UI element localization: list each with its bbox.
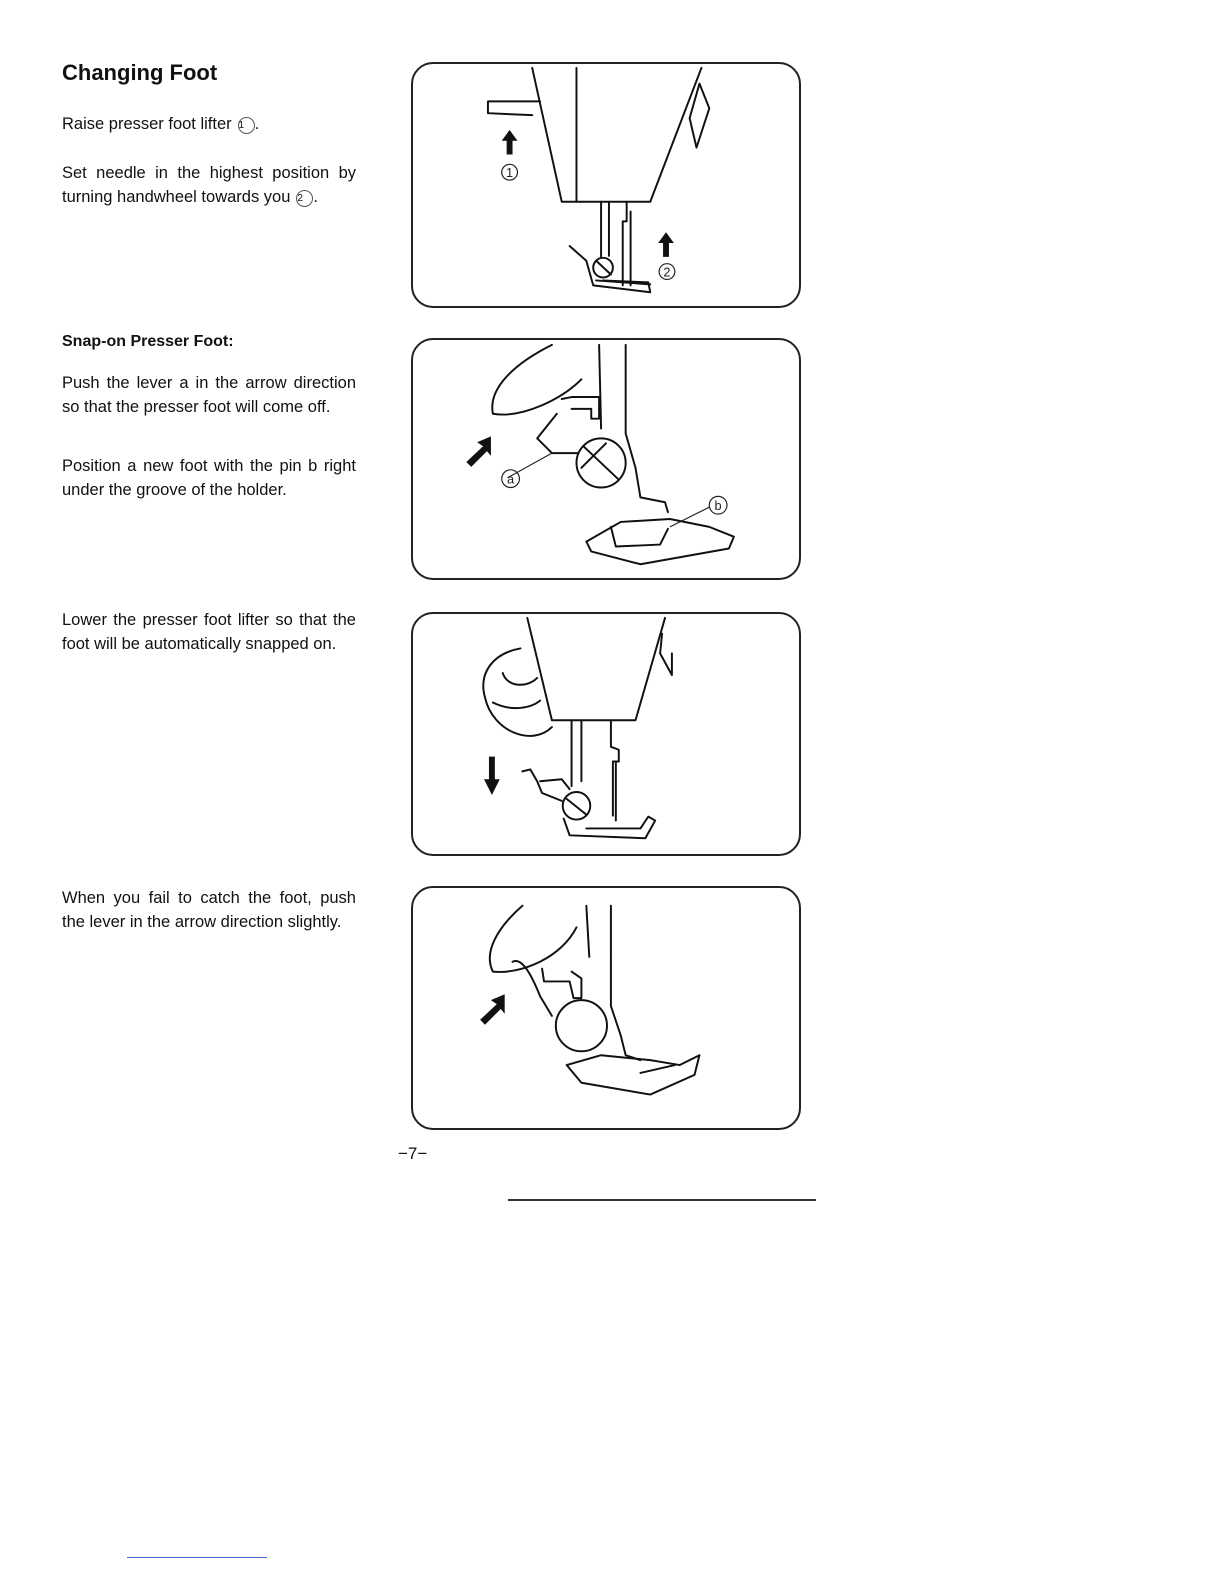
marker-1: 1 bbox=[238, 117, 255, 134]
svg-text:a: a bbox=[507, 471, 515, 487]
svg-text:2: 2 bbox=[663, 264, 671, 280]
figure-raise-lifter bbox=[411, 62, 801, 308]
marker-2: 2 bbox=[296, 190, 313, 207]
step-lower-lifter: Lower the presser foot lifter so that the foot will be automatically snapped on. bbox=[62, 611, 356, 653]
svg-text:b: b bbox=[714, 498, 722, 514]
figure-push-lever bbox=[411, 886, 801, 1130]
page-number: −7− bbox=[398, 1144, 428, 1163]
figure1-marker-2 bbox=[413, 64, 799, 306]
svg-text:1: 1 bbox=[506, 165, 514, 181]
step-position-foot: Position a new foot with the pin b right under the groove of the holder. bbox=[62, 457, 356, 499]
down-arrow-icon bbox=[413, 614, 799, 854]
figure-lower-lifter bbox=[411, 612, 801, 856]
step-push-lever: Push the lever a in the arrow direction so that the presser foot will come off. bbox=[62, 374, 356, 416]
section-heading-snap-on: Snap-on Presser Foot: bbox=[62, 333, 234, 350]
step-fail-catch: When you fail to catch the foot, push the lever in the arrow direction slightly. bbox=[62, 889, 356, 931]
step-set-needle: Set needle in the highest position by turning handwheel towards you 2 . bbox=[62, 164, 356, 206]
label-b bbox=[413, 340, 799, 578]
divider-line bbox=[508, 1199, 816, 1201]
figure-remove-foot bbox=[411, 338, 801, 580]
step-raise-lifter: Raise presser foot lifter 1 . bbox=[62, 115, 260, 133]
diagonal-arrow-icon bbox=[413, 888, 799, 1128]
page-title: Changing Foot bbox=[62, 60, 218, 85]
footer-line bbox=[127, 1557, 267, 1558]
